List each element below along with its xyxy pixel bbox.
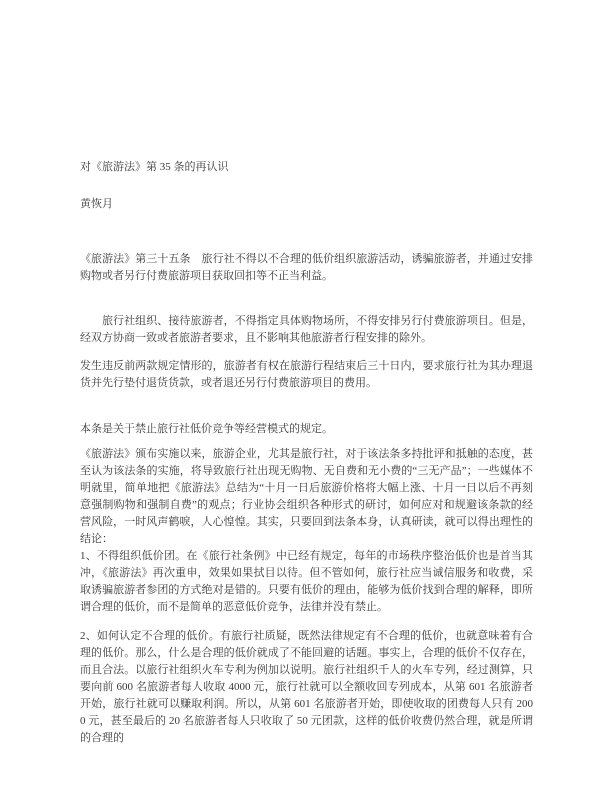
author-name: 黄恢月 [80,198,113,210]
paragraph-point-1-low-price-groups: 1、不得组织低价团。在《旅行社条例》中已经有规定，每年的市场秩序整治低价也是首当其冲，《旅游法》再次重申，效果如果拭目以待。但不管如何，旅行社应当诚信服务和收费，采取诱骗旅游者参团的方式绝对是错的。只要有低价的理由，能够为低价找到合理的解释，即所谓合理的低价，而不是简单的恶意低价竞争，法律并没有禁止。 [80,550,533,613]
paragraph-point-2-unreasonable-low-price: 2、如何认定不合理的低价。有旅行社质疑，既然法律规定有不合理的低价，也就意味着有合理的低价。那么，什么是合理的低价就成了不能回避的话题。事实上，合理的低价不仅存在，而且合法。以旅行社组织火车专利为例加以说明。旅行社组织千人的火车专列，经过测算，只要向前 600 名旅游者每人收取 4000 元，旅行社就可以全额收回专列成本，从第 601 名旅游者开始，旅行社就可以赚取利润。所以，从第 601 名旅游者开始，即使收取的团费每人只有 2000 元，甚至最后的 20 名旅游者每人只收取了 50 元团款，这样的低价收费仍然合理，就是所谓的合理的 [80,630,533,744]
document-title: 对《旅游法》第 35 条的再认识 [80,161,229,173]
paragraph-law-article-clause1: 《旅游法》第三十五条 旅行社不得以不合理的低价组织旅游活动，诱骗旅游者，并通过安排购物或者另行付费旅游项目获取回扣等不正当利益。 [80,253,533,282]
paragraph-law-article-clause3: 发生违反前两款规定情形的，旅游者有权在旅游行程结束后三十日内，要求旅行社为其办理退货并先行垫付退货货款，或者退还另行付费旅游项目的费用。 [80,360,533,389]
paragraph-law-article-clause2: 旅行社组织、接待旅游者，不得指定具体购物场所，不得安排另行付费旅游项目。但是，经双方协商一致或者旅游者要求，且不影响其他旅游者行程安排的除外。 [80,315,533,344]
paragraph-summary-statement: 本条是关于禁止旅行社低价竞争等经营模式的规定。 [80,423,333,435]
paragraph-industry-reaction: 《旅游法》颁布实施以来，旅游企业，尤其是旅行社，对于该法条多持批评和抵触的态度，甚至认为该法条的实施，将导致旅行社出现无购物、无自费和无小费的“三无产品”；一些媒体不明就里，简单地把《旅游法》总结为“十月一日后旅游价格将大幅上涨、十月一日以后不再刻意强制购物和强制自费”的观点；行业协会组织各种形式的研讨，如何应对和规避该条款的经营风险，一时风声鹤唳，人心惶惶。其实，只要回到法条本身，认真研读，就可以得出理性的结论： [80,448,533,545]
